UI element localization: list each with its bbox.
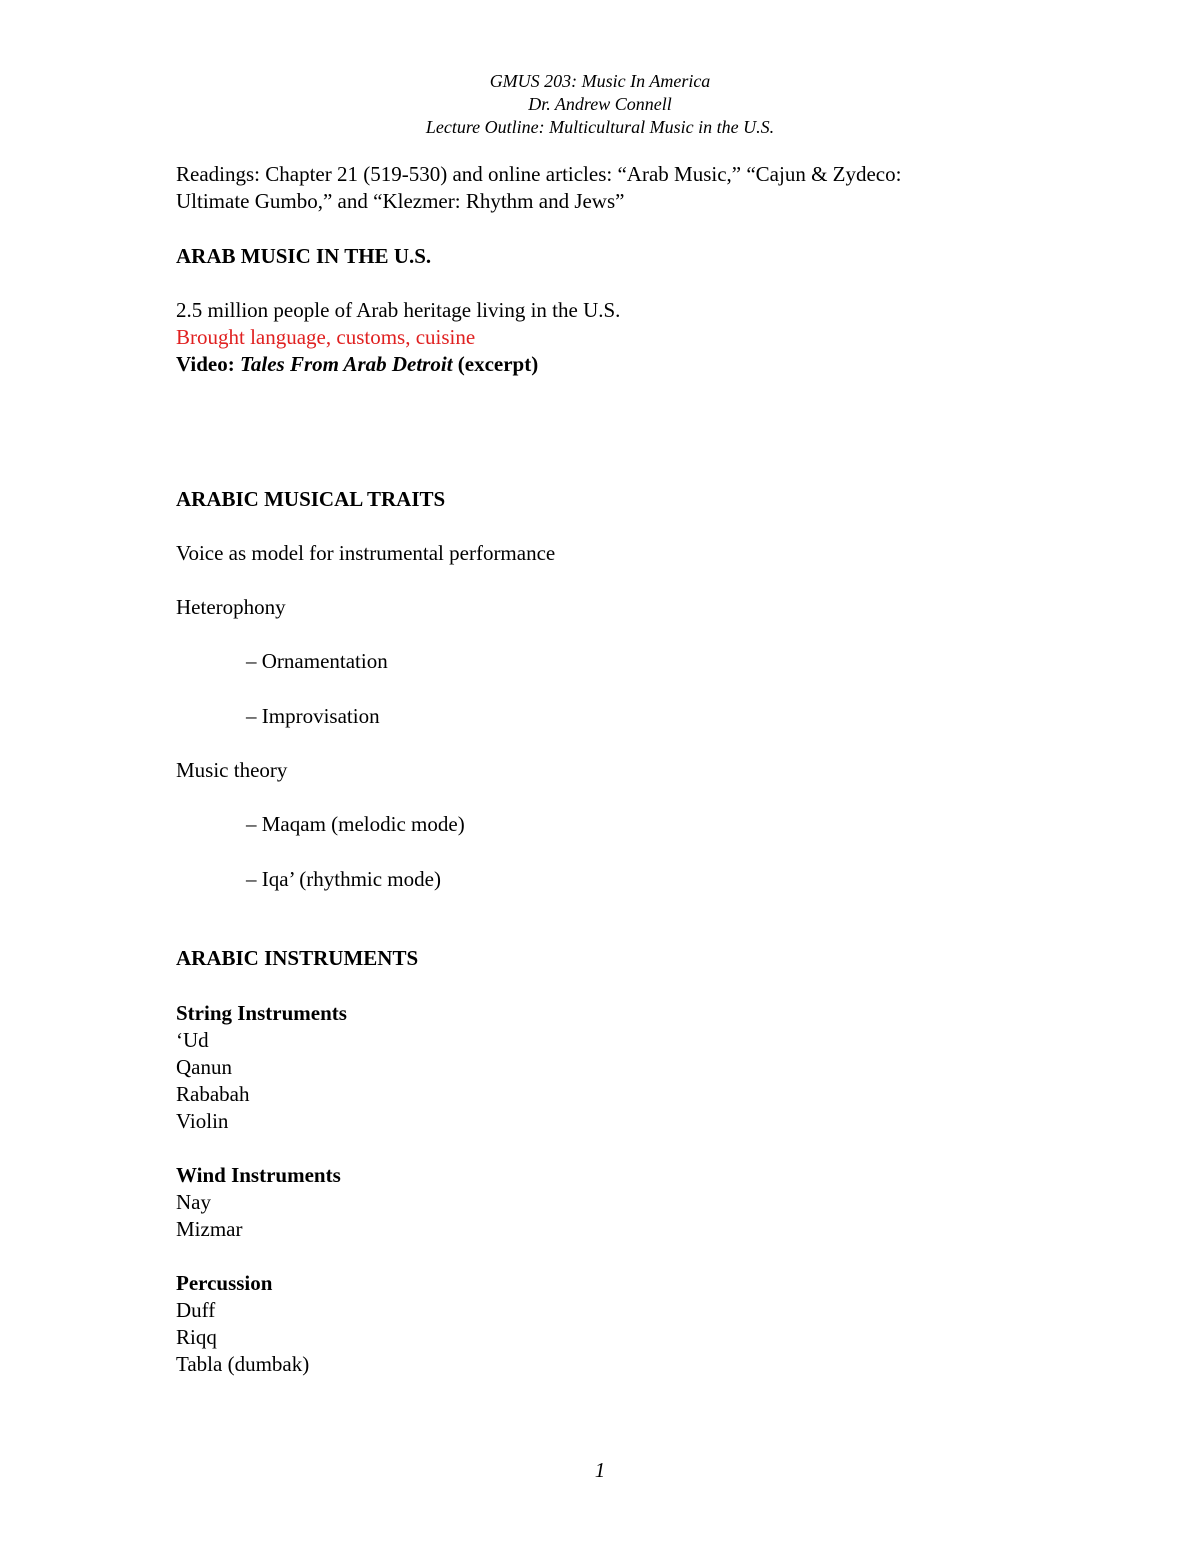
trait-improvisation: – Improvisation <box>246 704 380 728</box>
section-heading-instruments: ARABIC INSTRUMENTS <box>176 946 419 970</box>
list-item: Tabla (dumbak) <box>176 1352 310 1376</box>
section-heading-traits: ARABIC MUSICAL TRAITS <box>176 487 446 511</box>
trait-music-theory: Music theory <box>176 758 288 782</box>
list-item: Qanun <box>176 1055 232 1079</box>
brought-text: Brought language, customs, cuisine <box>176 325 476 349</box>
percussion-title: Percussion <box>176 1271 273 1295</box>
video-title: Tales From Arab Detroit <box>239 352 453 376</box>
video-label: Video: <box>176 352 235 376</box>
list-item: Rababah <box>176 1082 250 1106</box>
page-number: 1 <box>594 1458 606 1482</box>
course-title: GMUS 203: Music In America <box>489 71 711 91</box>
string-instruments-title: String Instruments <box>176 1001 347 1025</box>
list-item: Nay <box>176 1190 211 1214</box>
list-item: Mizmar <box>176 1217 243 1241</box>
list-item: Riqq <box>176 1325 217 1349</box>
list-item: ‘Ud <box>176 1028 209 1052</box>
trait-voice: Voice as model for instrumental performance <box>176 541 556 565</box>
document-header <box>0 70 1200 139</box>
wind-instruments-title: Wind Instruments <box>176 1163 341 1187</box>
trait-ornamentation: – Ornamentation <box>246 649 388 673</box>
list-item: Violin <box>176 1109 229 1133</box>
readings-line-1: Readings: Chapter 21 (519-530) and online articles: “Arab Music,” “Cajun & Zydeco: <box>176 162 902 186</box>
readings-line-2: Ultimate Gumbo,” and “Klezmer: Rhythm and Jews” <box>176 189 625 213</box>
video-note: (excerpt) <box>457 352 539 376</box>
list-item: Duff <box>176 1298 216 1322</box>
section-heading-arab-music: ARAB MUSIC IN THE U.S. <box>176 244 432 268</box>
instructor-name: Dr. Andrew Connell <box>528 94 672 114</box>
trait-iqa: – Iqa’ (rhythmic mode) <box>246 867 441 891</box>
population-text: 2.5 million people of Arab heritage living in the U.S. <box>176 298 621 322</box>
video-line <box>176 351 538 378</box>
outline-title: Lecture Outline: Multicultural Music in the U.S. <box>425 117 775 137</box>
trait-maqam: – Maqam (melodic mode) <box>246 812 465 836</box>
trait-heterophony: Heterophony <box>176 595 286 619</box>
